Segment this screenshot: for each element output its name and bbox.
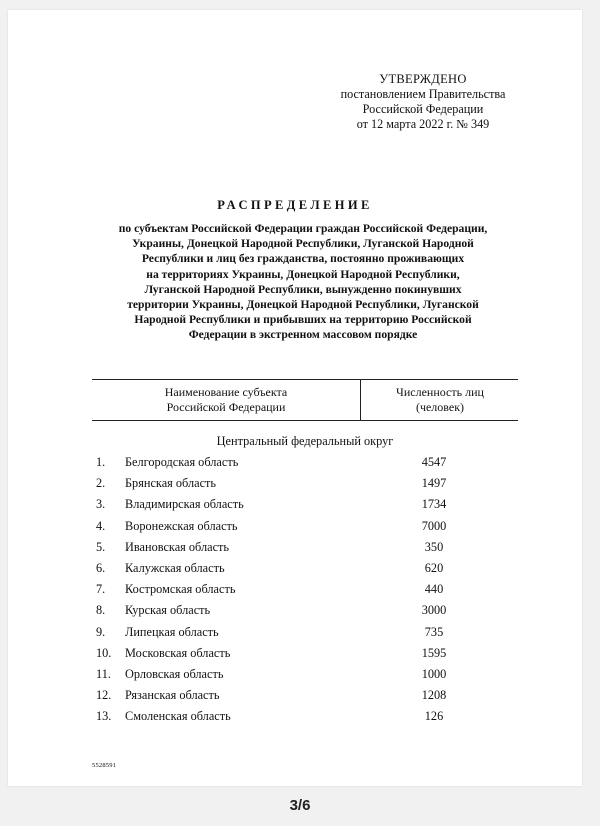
page-indicator: 3/6: [289, 797, 311, 814]
people-count: 7000: [421, 518, 447, 533]
people-count: 1000: [421, 666, 447, 681]
row-number: 12.: [96, 688, 112, 703]
document-page: [8, 10, 582, 786]
table-row: [92, 624, 518, 645]
region-name: Воронежская область: [125, 518, 238, 533]
subtitle-line: Федерации в экстренном массовом порядке: [188, 328, 418, 342]
people-count: 620: [424, 560, 444, 575]
region-name: Рязанская область: [125, 688, 220, 703]
subtitle-line: по субъектам Российской Федерации граждан Российской Федерации,: [118, 222, 488, 235]
subtitle-line: Луганской Народной Республики, вынужденно покинувших: [144, 282, 462, 296]
table-row: [92, 708, 518, 729]
document-code: 5528591: [92, 762, 117, 769]
people-count: 3000: [421, 603, 447, 618]
region-name: Ивановская область: [125, 539, 230, 554]
people-count: 4547: [421, 455, 447, 469]
region-name: Владимирская область: [125, 497, 244, 512]
row-number: 8.: [96, 603, 106, 618]
approval-date: от 12 марта 2022 г. № 349: [356, 117, 490, 131]
row-number: 13.: [96, 709, 112, 724]
table-row: [92, 602, 518, 623]
subtitle-line: территории Украины, Донецкой Народной Республики, Луганской: [127, 298, 479, 312]
row-number: 5.: [96, 539, 106, 554]
people-count: 126: [424, 709, 444, 724]
approval-stamp: [318, 72, 528, 132]
subtitle-line: Народной Республики и прибывших на территорию Российской: [134, 313, 472, 327]
district-heading: Центральный федеральный округ: [216, 434, 394, 448]
region-name: Курская область: [125, 603, 211, 618]
people-count: 350: [424, 539, 444, 554]
column-header-subject: [92, 380, 361, 420]
people-count: 1734: [421, 497, 447, 512]
people-count: 1497: [421, 476, 447, 491]
row-number: 4.: [96, 518, 106, 533]
row-number: 3.: [96, 497, 106, 512]
table-body: [92, 454, 518, 729]
row-number: 2.: [96, 476, 106, 491]
table-row: [92, 496, 518, 517]
column-header-text: Наименование субъекта: [164, 385, 288, 399]
column-header-count: [362, 380, 518, 420]
row-number: 6.: [96, 560, 106, 575]
row-number: 1.: [96, 455, 106, 469]
row-number: 9.: [96, 624, 106, 639]
region-name: Липецкая область: [125, 624, 219, 639]
region-name: Костромская область: [125, 582, 236, 597]
people-count: 440: [424, 582, 444, 597]
people-count: 1208: [421, 688, 447, 703]
people-count: 735: [424, 624, 444, 639]
document-title: РАСПРЕДЕЛЕНИЕ: [217, 198, 373, 212]
region-name: Брянская область: [125, 476, 217, 491]
table-row: [92, 687, 518, 708]
region-name: Орловская область: [125, 666, 224, 681]
table-row: [92, 645, 518, 666]
subtitle-line: Республики и лиц без гражданства, постоянно проживающих: [141, 252, 465, 266]
table-row: [92, 454, 518, 475]
approval-line: Российской Федерации: [362, 102, 484, 116]
table-row: [92, 560, 518, 581]
approval-line: постановлением Правительства: [340, 87, 506, 101]
approval-heading: УТВЕРЖДЕНО: [379, 72, 467, 86]
row-number: 7.: [96, 582, 106, 597]
row-number: 11.: [96, 666, 111, 681]
table-row: [92, 539, 518, 560]
region-name: Смоленская область: [125, 709, 231, 724]
table-row: [92, 518, 518, 539]
column-header-text: Российской Федерации: [166, 399, 286, 414]
table-header: [92, 379, 518, 421]
subtitle-line: Украины, Донецкой Народной Республики, Луганской Народной: [132, 237, 474, 251]
row-number: 10.: [96, 645, 112, 660]
table-row: [92, 581, 518, 602]
region-name: Московская область: [125, 645, 231, 660]
subtitle-line: на территориях Украины, Донецкой Народной Республики,: [146, 267, 460, 281]
document-subtitle: [88, 221, 518, 343]
table-row: [92, 475, 518, 496]
region-name: Белгородская область: [125, 455, 239, 469]
people-count: 1595: [421, 645, 447, 660]
region-name: Калужская область: [125, 560, 225, 575]
column-header-text: Численность лиц: [396, 385, 484, 399]
column-header-text: (человек): [415, 399, 465, 414]
table-row: [92, 666, 518, 687]
